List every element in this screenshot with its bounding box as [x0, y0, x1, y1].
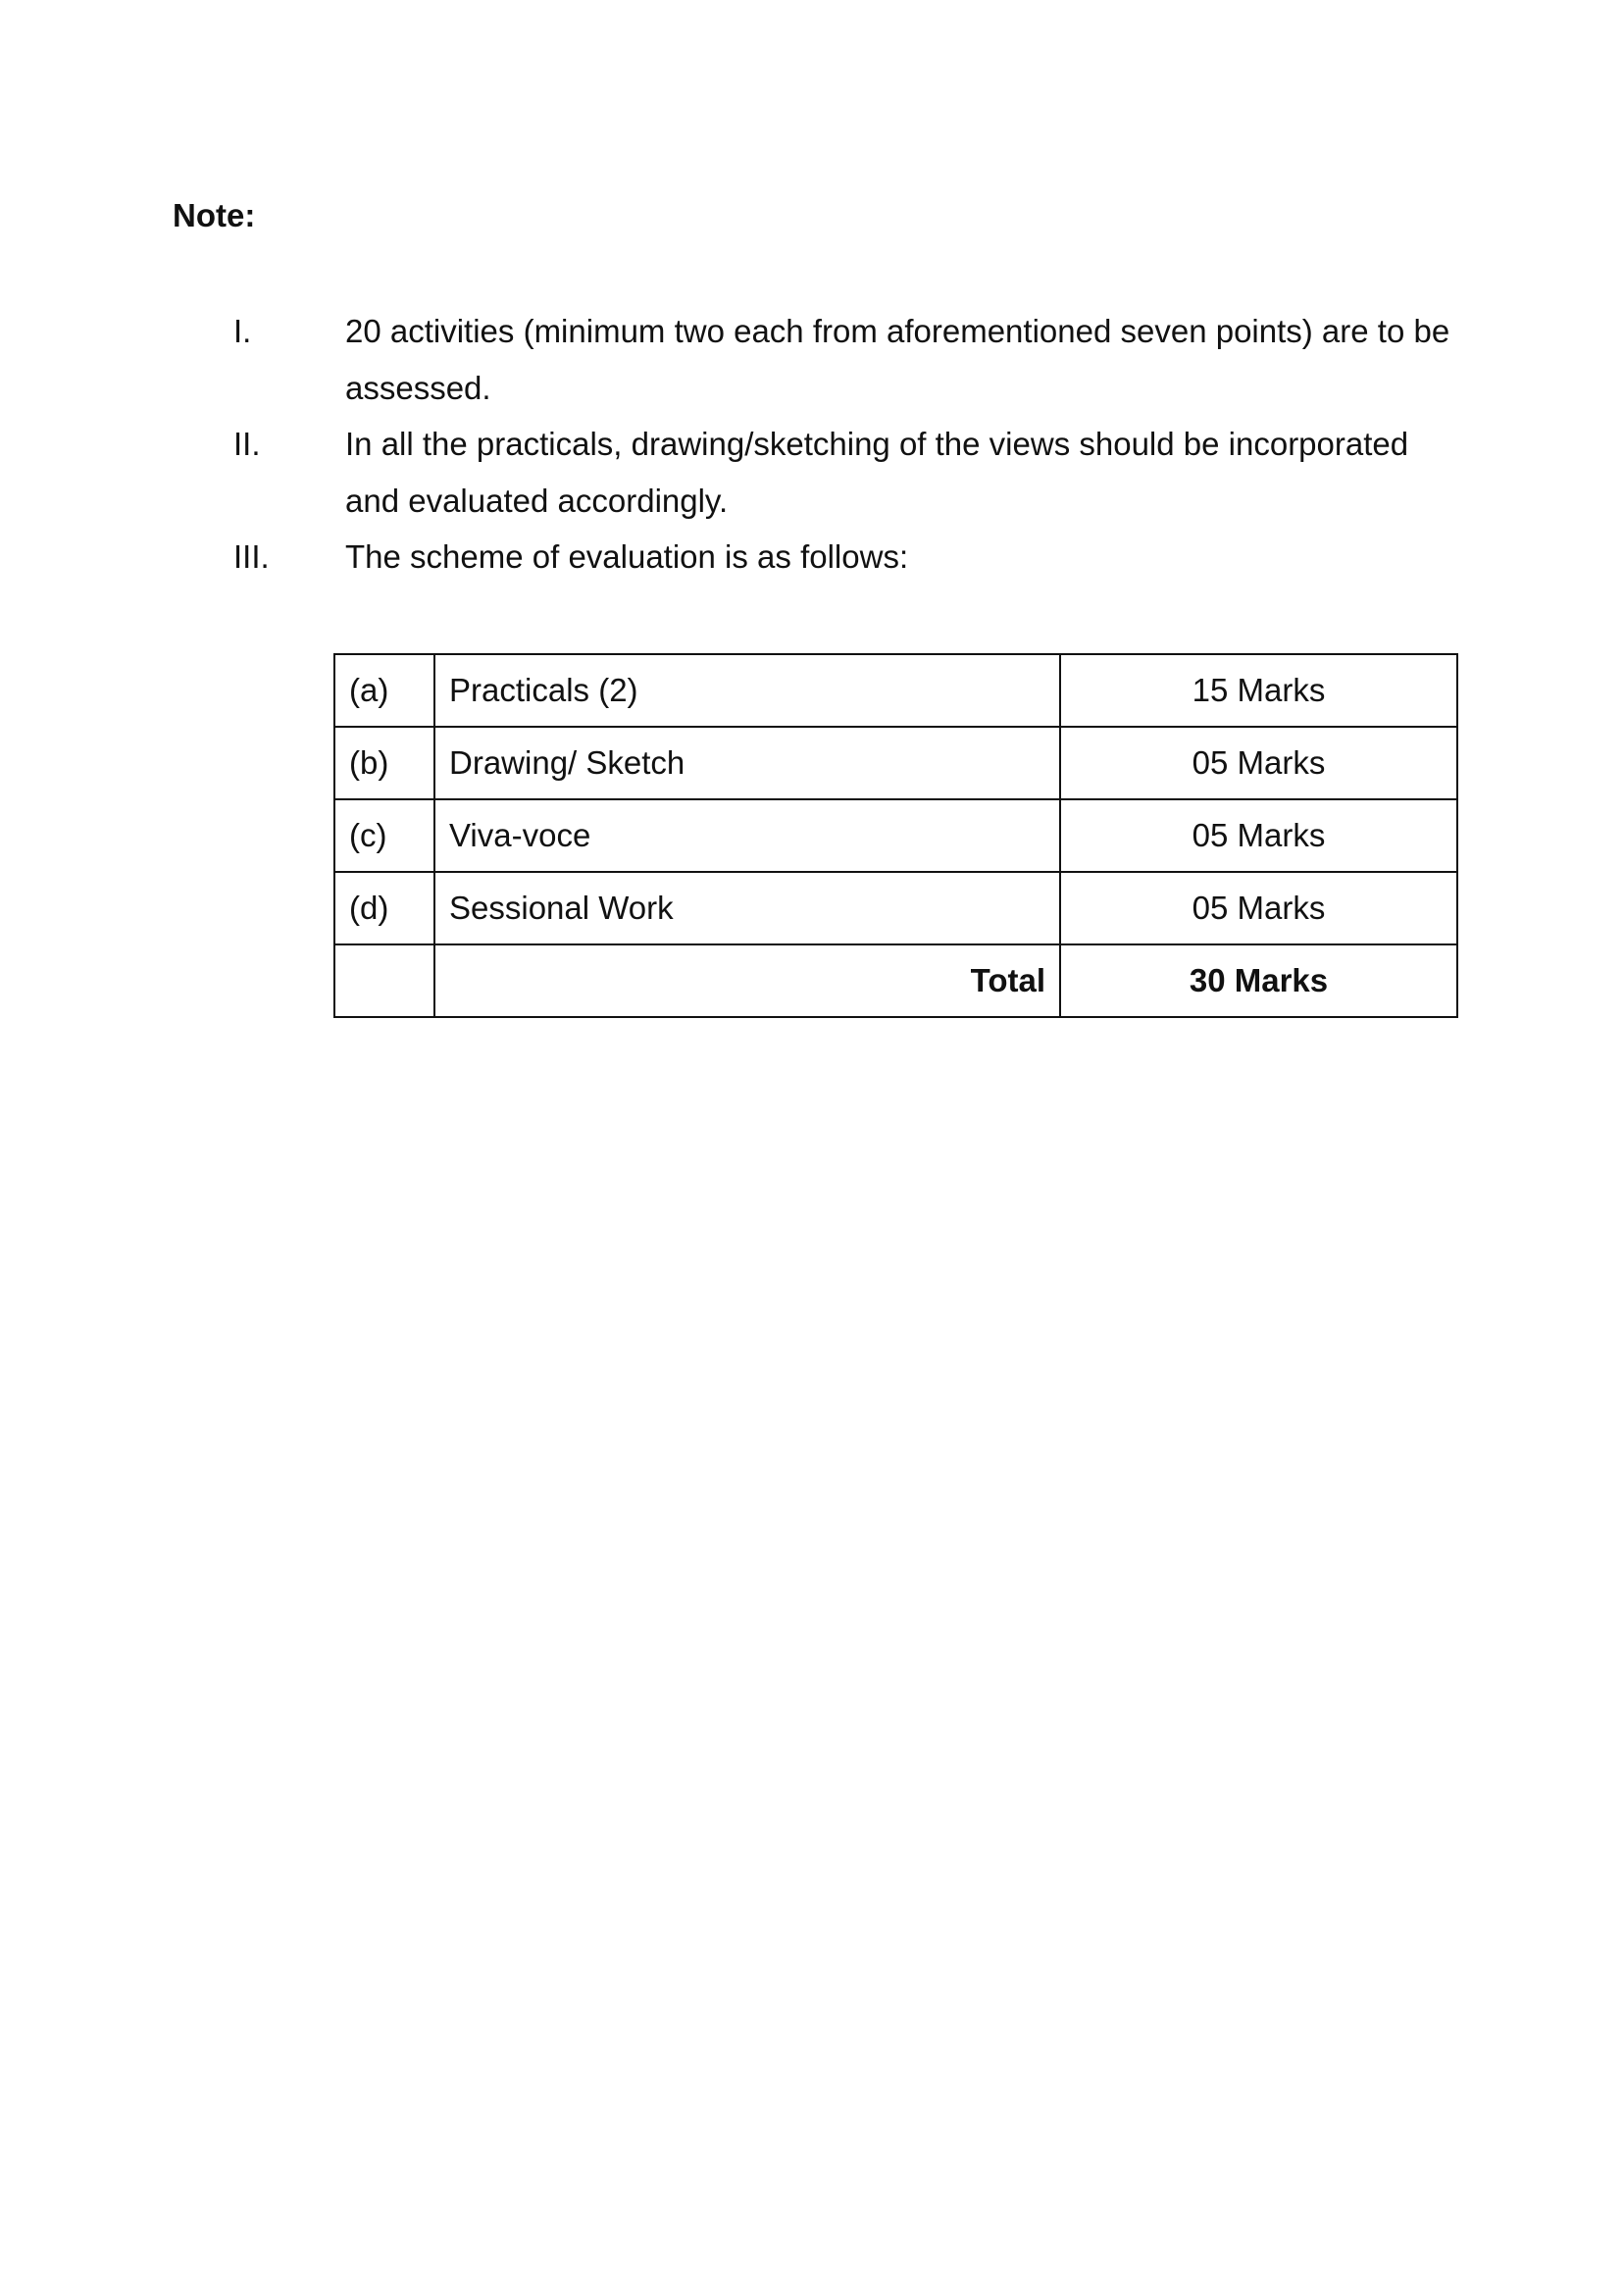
item-marks-cell: 05 Marks	[1060, 727, 1457, 799]
note-text	[345, 529, 1489, 586]
item-name-cell: Drawing/ Sketch	[434, 727, 1060, 799]
table-row	[334, 799, 1457, 872]
note-text-line: 20 activities (minimum two each from aforementioned seven points) are to be	[345, 313, 1450, 349]
total-marks: 30 Marks	[1060, 944, 1457, 1017]
item-name-cell: Viva-voce	[434, 799, 1060, 872]
note-text-line: and evaluated accordingly.	[345, 482, 729, 519]
note-list	[233, 303, 1489, 586]
note-text	[345, 303, 1489, 416]
item-name-cell: Practicals (2)	[434, 654, 1060, 727]
note-item	[233, 529, 1489, 586]
item-code-cell: (d)	[334, 872, 434, 944]
table-row	[334, 727, 1457, 799]
total-row	[334, 944, 1457, 1017]
item-marks-cell: 05 Marks	[1060, 799, 1457, 872]
note-heading: Note:	[173, 197, 256, 233]
item-name-cell: Sessional Work	[434, 872, 1060, 944]
empty-cell	[334, 944, 434, 1017]
item-marks-cell: 05 Marks	[1060, 872, 1457, 944]
note-text-line: The scheme of evaluation is as follows:	[345, 538, 909, 575]
table-row	[334, 654, 1457, 727]
table-row	[334, 872, 1457, 944]
total-label: Total	[434, 944, 1060, 1017]
note-text	[345, 416, 1489, 529]
note-number: II.	[233, 426, 261, 462]
item-marks-cell: 15 Marks	[1060, 654, 1457, 727]
note-number: III.	[233, 538, 270, 575]
note-text-line: In all the practicals, drawing/sketching of the views should be incorporated	[345, 426, 1409, 462]
note-item	[233, 303, 1489, 416]
note-number: I.	[233, 313, 252, 349]
item-code-cell: (b)	[334, 727, 434, 799]
item-code-cell: (c)	[334, 799, 434, 872]
item-code-cell: (a)	[334, 654, 434, 727]
note-item	[233, 416, 1489, 529]
note-text-line: assessed.	[345, 369, 491, 406]
evaluation-scheme-table	[333, 653, 1458, 1018]
